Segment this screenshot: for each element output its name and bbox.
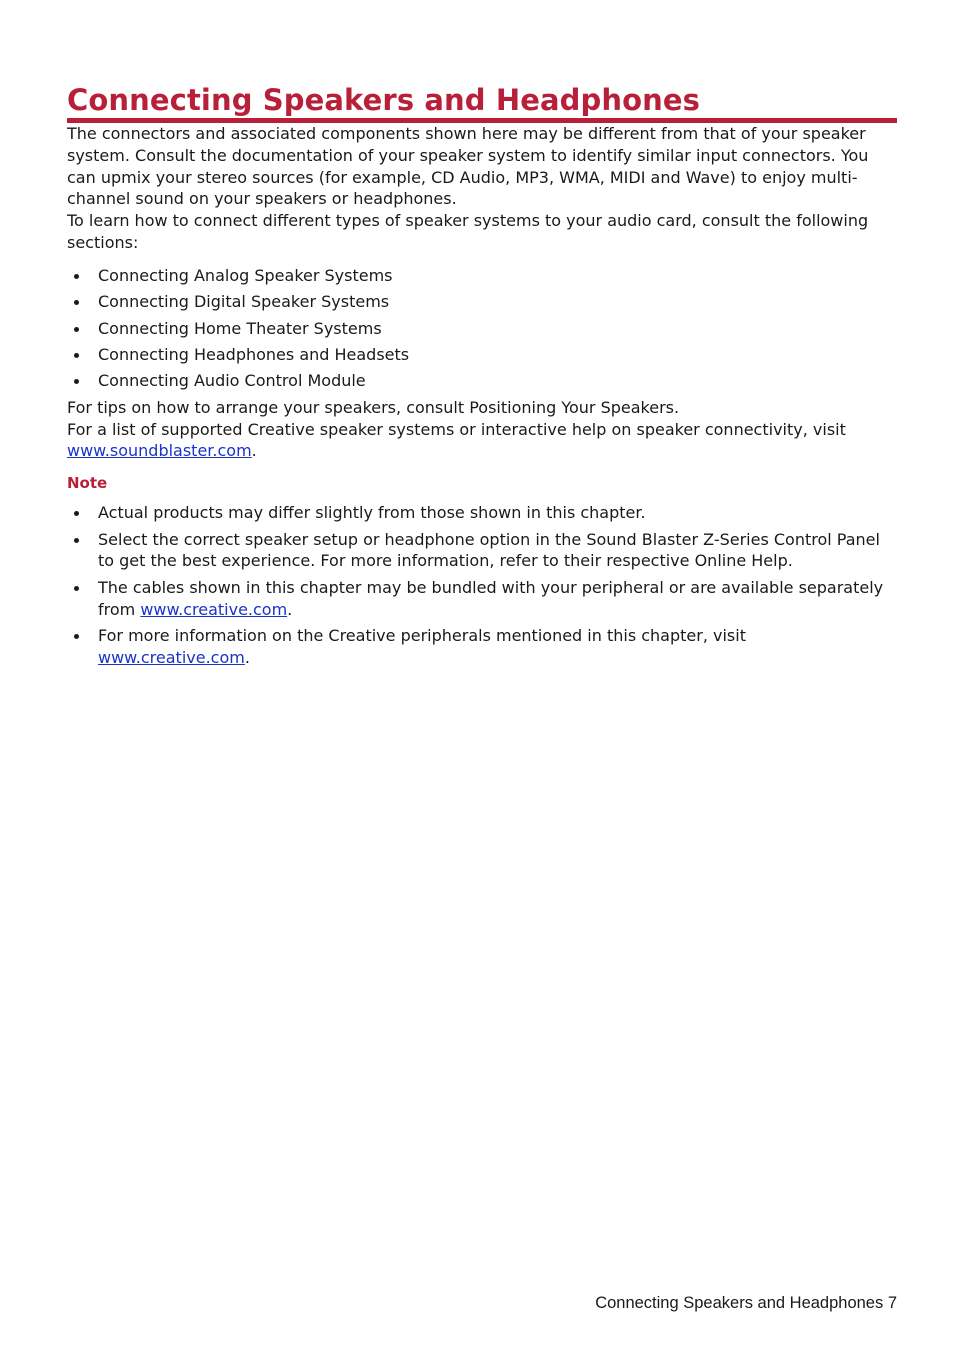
creative-link[interactable]: www.creative.com — [140, 599, 288, 619]
supported-text: For a list of supported Creative speaker systems or interactive help on speaker connectivity, visit — [67, 419, 846, 439]
bullet-icon — [74, 586, 79, 591]
list-item — [67, 318, 897, 340]
list-item — [67, 502, 897, 524]
list-item — [67, 529, 897, 573]
page-title: Connecting Speakers and Headphones — [67, 83, 701, 117]
bullet-icon — [74, 538, 79, 543]
bullet-icon — [74, 274, 79, 279]
list-item-label: Connecting Digital Speaker Systems — [98, 292, 390, 312]
bullet-icon — [74, 327, 79, 332]
creative-link[interactable]: www.creative.com — [98, 647, 245, 667]
note-text: The cables shown in this chapter may be bundled with your peripheral or are available separately from — [98, 577, 884, 619]
intro-paragraph: The connectors and associated components shown here may be different from that of your speaker system. Consult the documentation of your speaker system to identify similar input connectors. You can upmix your stereo sources (for example, CD Audio, MP3, WMA, MIDI and Wave) to enjoy multi-channel sound on your speakers or headphones. — [67, 124, 869, 209]
document-page — [67, 0, 897, 673]
bullet-icon — [74, 379, 79, 384]
supported-suffix: . — [251, 441, 257, 461]
notes-list — [67, 502, 897, 668]
list-item-label: Connecting Analog Speaker Systems — [98, 265, 393, 285]
note-text: Select the correct speaker setup or headphone option in the Sound Blaster Z-Series Control Panel to get the best experience. For more information, refer to their respective Online Help. — [98, 529, 880, 571]
note-suffix: . — [287, 599, 293, 619]
list-item-label: Connecting Home Theater Systems — [98, 318, 382, 338]
list-item — [67, 625, 897, 669]
note-text: For more information on the Creative peripherals mentioned in this chapter, visit — [98, 625, 746, 645]
sections-list — [67, 265, 897, 392]
bullet-icon — [74, 634, 79, 639]
bullet-icon — [74, 353, 79, 358]
soundblaster-link[interactable]: www.soundblaster.com — [67, 441, 252, 461]
list-item — [67, 577, 897, 621]
list-item — [67, 370, 897, 392]
note-suffix: . — [244, 647, 250, 667]
bullet-icon — [74, 511, 79, 516]
sections-intro-paragraph: To learn how to connect different types of speaker systems to your audio card, consult the following sections: — [67, 211, 869, 252]
bullet-icon — [74, 300, 79, 305]
note-text: Actual products may differ slightly from those shown in this chapter. — [98, 503, 646, 523]
list-item — [67, 344, 897, 366]
supported-paragraph — [67, 419, 897, 463]
tips-paragraph: For tips on how to arrange your speakers, consult Positioning Your Speakers. — [67, 397, 680, 417]
note-heading: Note — [67, 474, 108, 493]
page-footer: Connecting Speakers and Headphones 7 — [595, 1294, 897, 1312]
list-item — [67, 291, 897, 313]
list-item-label: Connecting Audio Control Module — [98, 371, 366, 391]
list-item — [67, 265, 897, 287]
list-item-label: Connecting Headphones and Headsets — [98, 344, 410, 364]
